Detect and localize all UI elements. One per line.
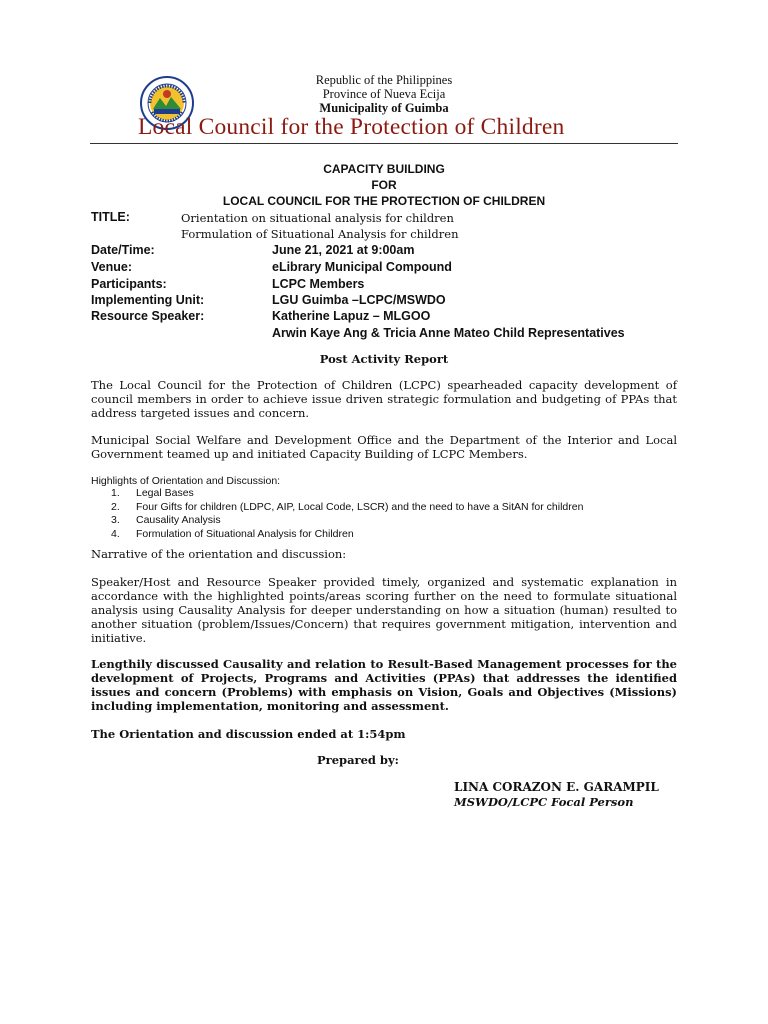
heading-lcpc: LOCAL COUNCIL FOR THE PROTECTION OF CHILDREN [222, 194, 546, 208]
list-item: 1. Legal Bases [111, 487, 194, 499]
highlights-list [111, 487, 583, 541]
report-paragraph-4: Lengthily discussed Causality and relation to Result-Based Management processes for the development of Projects, Programs and Activities (PPAs) that addresses the identified issues and concern (Problems) with emphasis on Vision, Goals and Objectives (Missions) including implementation, monitoring and assessment. [91, 657, 677, 713]
title-value-2: Formulation of Situational Analysis for children [181, 227, 459, 241]
report-paragraph-3: Speaker/Host and Resource Speaker provided timely, organized and systematic explanation in accordance with the highlighted points/areas scoring further on the need to formulate situational analysis using Causality Analysis for deeper understanding on how a situation (human) resulted to another situation (problem/Issues/Concern) that requires government mitigation, intervention and initiative. [91, 575, 677, 645]
highlights-heading: Highlights of Orientation and Discussion: [91, 475, 281, 487]
letterhead [0, 73, 768, 115]
venue-label: Venue: [91, 260, 132, 274]
resource-speaker-value-2: Arwin Kaye Ang & Tricia Anne Mateo Child Representatives [272, 326, 625, 340]
list-item: 4. Formulation of Situational Analysis for Children [111, 527, 354, 540]
signatory-name: LINA CORAZON E. GARAMPIL [454, 780, 659, 794]
implementing-unit-value: LGU Guimba –LCPC/MSWDO [272, 293, 446, 307]
venue-value: eLibrary Municipal Compound [272, 260, 452, 274]
heading-capacity-building: CAPACITY BUILDING [323, 162, 445, 176]
ended-statement: The Orientation and discussion ended at 1:54pm [91, 727, 406, 741]
implementing-unit-label: Implementing Unit: [91, 293, 205, 307]
report-paragraph-1: The Local Council for the Protection of Children (LCPC) spearheaded capacity development of council members in order to achieve issue driven strategic formulation and budgeting of PPAs that address targeted issues and concern. [91, 378, 677, 420]
header-divider [90, 143, 678, 144]
participants-value: LCPC Members [272, 277, 365, 291]
resource-speaker-label: Resource Speaker: [91, 309, 205, 323]
title-value-1: Orientation on situational analysis for children [181, 211, 454, 225]
narrative-heading: Narrative of the orientation and discussion: [91, 547, 347, 561]
date-label: Date/Time: [91, 243, 155, 257]
date-value: June 21, 2021 at 9:00am [272, 243, 415, 257]
header-province: Province of Nueva Ecija [322, 87, 446, 101]
title-label: TITLE: [91, 210, 130, 224]
resource-speaker-value-1: Katherine Lapuz – MLGOO [272, 309, 431, 323]
report-paragraph-2: Municipal Social Welfare and Development Office and the Department of the Interior and Local Government teamed up and initiated Capacity Building of LCPC Members. [91, 433, 677, 461]
organization-title: Local Council for the Protection of Children [138, 114, 565, 140]
list-item: 3. Causality Analysis [111, 514, 221, 527]
header-republic: Republic of the Philippines [315, 73, 453, 87]
list-item: 2. Four Gifts for children (LDPC, AIP, Local Code, LSCR) and the need to have a SitAN for children [111, 500, 584, 513]
header-municipality: Municipality of Guimba [319, 101, 449, 115]
signatory-role: MSWDO/LCPC Focal Person [454, 795, 634, 809]
post-activity-report-heading: Post Activity Report [319, 352, 449, 366]
participants-label: Participants: [91, 277, 167, 291]
heading-for: FOR [371, 178, 397, 192]
prepared-by-label: Prepared by: [317, 753, 399, 767]
